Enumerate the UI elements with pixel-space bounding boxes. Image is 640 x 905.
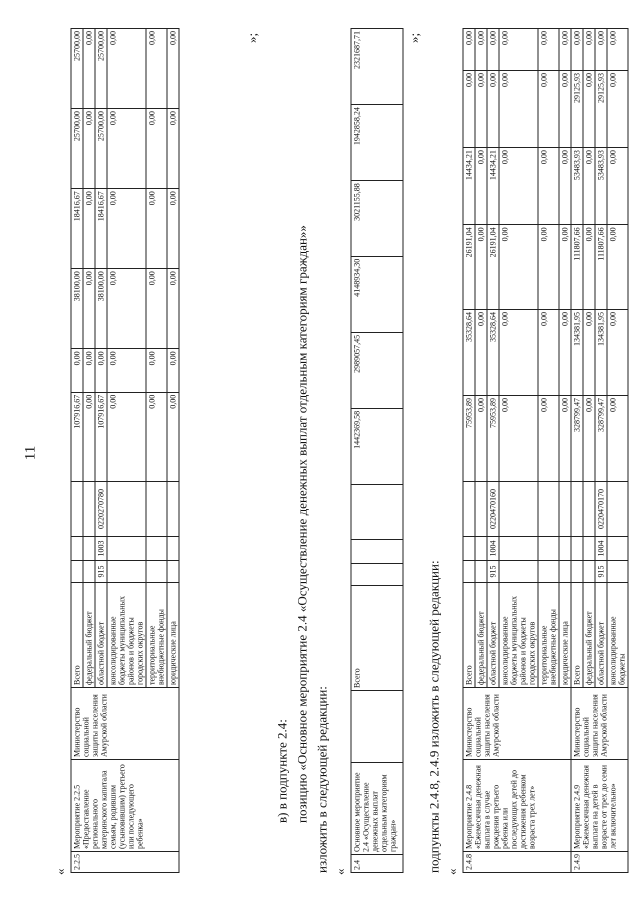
- value-cell: 0,00: [146, 28, 167, 108]
- value-cell: 0,00: [167, 188, 179, 268]
- source-cell: Всего: [571, 582, 583, 687]
- value-cell: 0,00: [607, 147, 628, 224]
- value-cell: 1442369,58: [351, 408, 403, 484]
- csr-cell: [83, 481, 95, 536]
- value-cell: 25700,00: [95, 28, 107, 108]
- value-cell: 0,00: [83, 268, 95, 348]
- value-cell: 29125,93: [595, 70, 607, 147]
- value-cell: 1942858,24: [351, 104, 403, 180]
- value-cell: 0,00: [583, 224, 595, 309]
- csr-cell: [475, 481, 487, 536]
- value-cell: 3021155,88: [351, 180, 403, 256]
- source-cell: областной бюджет: [95, 582, 107, 687]
- csr-cell: [571, 481, 583, 536]
- value-cell: 0,00: [107, 28, 146, 108]
- value-cell: 0,00: [499, 28, 538, 70]
- value-cell: 75953,89: [487, 395, 499, 481]
- csr-cell: [71, 481, 83, 536]
- source-cell: территориальные внебюджетные фонды: [146, 582, 167, 687]
- value-cell: 29125,93: [571, 70, 583, 147]
- value-cell: 0,00: [595, 28, 607, 70]
- value-cell: 0,00: [83, 108, 95, 188]
- value-cell: 0,00: [538, 395, 559, 481]
- rz-cell: [146, 536, 167, 560]
- value-cell: 0,00: [499, 70, 538, 147]
- value-cell: 0,00: [538, 147, 559, 224]
- value-cell: 0,00: [583, 309, 595, 395]
- value-cell: 0,00: [499, 395, 538, 481]
- value-cell: 75953,89: [463, 395, 475, 481]
- source-cell: консолидированные бюджеты муниципальных районов и бюджеты городских округов: [499, 582, 538, 687]
- value-cell: 26191,04: [487, 224, 499, 309]
- value-cell: 0,00: [583, 70, 595, 147]
- value-cell: 4148934,30: [351, 256, 403, 332]
- grbs-cell: 915: [595, 560, 607, 582]
- value-cell: 0,00: [559, 28, 571, 70]
- source-cell: консолидированные бюджеты: [607, 582, 628, 687]
- value-cell: 0,00: [559, 70, 571, 147]
- value-cell: 0,00: [167, 108, 179, 188]
- open-quote-2: «: [332, 868, 348, 875]
- value-cell: 53483,93: [595, 147, 607, 224]
- value-cell: 328799,47: [595, 395, 607, 481]
- csr-cell: 0220270780: [95, 481, 107, 536]
- row-code: 2.4.8: [463, 851, 571, 872]
- value-cell: 0,00: [607, 224, 628, 309]
- value-cell: 134381,95: [595, 309, 607, 395]
- value-cell: 0,00: [71, 348, 83, 391]
- value-cell: 0,00: [538, 28, 559, 70]
- measure-name: Основное мероприятие 2.4 «Осуществление денежных выплат отдельным категориям граждан»: [351, 762, 403, 854]
- grbs-cell: [475, 560, 487, 582]
- grbs-cell: [571, 560, 583, 582]
- source-cell: Всего: [463, 582, 475, 687]
- value-cell: 111807,66: [571, 224, 583, 309]
- value-cell: 25700,00: [71, 28, 83, 108]
- value-cell: 0,00: [487, 28, 499, 70]
- value-cell: 0,00: [559, 395, 571, 481]
- value-cell: 0,00: [475, 147, 487, 224]
- value-cell: 111807,66: [595, 224, 607, 309]
- grbs-cell: [463, 560, 475, 582]
- value-cell: 0,00: [538, 224, 559, 309]
- value-cell: 0,00: [559, 309, 571, 395]
- table-row: [351, 28, 403, 872]
- para-b3: изложить в следующей редакции:: [314, 685, 330, 873]
- source-cell: областной бюджет: [595, 582, 607, 687]
- value-cell: 0,00: [83, 392, 95, 481]
- csr-cell: 0220470170: [595, 481, 607, 536]
- grbs-cell: [559, 560, 571, 582]
- rz-cell: [583, 536, 595, 560]
- page-number: 11: [22, 445, 39, 460]
- rz-cell: 1004: [487, 536, 499, 560]
- csr-cell: [538, 481, 559, 536]
- value-cell: 0,00: [559, 147, 571, 224]
- executor-cell: Министерство социальной защиты населения Амурской области: [463, 687, 571, 759]
- value-cell: 0,00: [499, 224, 538, 309]
- table-row: [71, 28, 83, 872]
- close-quote-1: »;: [244, 32, 260, 43]
- table-2-4-8-9: [463, 28, 629, 873]
- value-cell: 0,00: [571, 28, 583, 70]
- rz-cell: [71, 536, 83, 560]
- value-cell: 0,00: [583, 395, 595, 481]
- value-cell: 35328,64: [463, 309, 475, 395]
- value-cell: 2989057,45: [351, 332, 403, 408]
- csr-cell: [607, 481, 628, 536]
- grbs-cell: [351, 563, 403, 585]
- executor-cell: Министерство социальной защиты населения Амурской области: [71, 687, 179, 759]
- source-cell: консолидированные бюджеты муниципальных районов и бюджеты городских округов: [107, 582, 146, 687]
- value-cell: 0,00: [538, 309, 559, 395]
- value-cell: 0,00: [607, 70, 628, 147]
- value-cell: 14434,21: [487, 147, 499, 224]
- rz-cell: [351, 539, 403, 563]
- value-cell: 0,00: [83, 348, 95, 391]
- rz-cell: 1003: [95, 536, 107, 560]
- value-cell: 0,00: [167, 392, 179, 481]
- value-cell: 0,00: [607, 28, 628, 70]
- table-row: [463, 28, 475, 872]
- value-cell: 2321687,71: [351, 28, 403, 104]
- csr-cell: [107, 481, 146, 536]
- rz-cell: [559, 536, 571, 560]
- source-cell: юридические лица: [559, 582, 571, 687]
- rz-cell: [83, 536, 95, 560]
- measure-name: Мероприятие 2.2.5 «Предоставление регионального материнского капитала семьям, родившим (усыновившим) третьего или последующего ребенка»: [71, 759, 179, 851]
- open-quote-3: «: [444, 868, 460, 875]
- rz-cell: 1004: [595, 536, 607, 560]
- measure-name: Мероприятие 2.4.8 «Ежемесячная денежная выплата в случае рождения третьего ребенка или последующих детей до достижения ребенком возраста трех лет»: [463, 759, 571, 851]
- rz-cell: [107, 536, 146, 560]
- para-c: подпункты 2.4.8, 2.4.9 изложить в следующей редакции:: [426, 559, 442, 873]
- rz-cell: [571, 536, 583, 560]
- grbs-cell: [499, 560, 538, 582]
- grbs-cell: [538, 560, 559, 582]
- value-cell: 0,00: [167, 348, 179, 391]
- grbs-cell: [83, 560, 95, 582]
- source-cell: федеральный бюджет: [583, 582, 595, 687]
- csr-cell: [463, 481, 475, 536]
- value-cell: 0,00: [146, 348, 167, 391]
- value-cell: 0,00: [463, 28, 475, 70]
- value-cell: 0,00: [146, 392, 167, 481]
- value-cell: 0,00: [538, 70, 559, 147]
- rz-cell: [607, 536, 628, 560]
- grbs-cell: 915: [95, 560, 107, 582]
- rotated-page: [13, 13, 628, 893]
- source-cell: юридические лица: [167, 582, 179, 687]
- value-cell: 0,00: [107, 392, 146, 481]
- source-cell: федеральный бюджет: [475, 582, 487, 687]
- row-code: 2.4: [351, 854, 403, 872]
- value-cell: 18416,67: [95, 188, 107, 268]
- value-cell: 0,00: [475, 70, 487, 147]
- grbs-cell: [146, 560, 167, 582]
- value-cell: 0,00: [95, 348, 107, 391]
- source-cell: территориальные внебюджетные фонды: [538, 582, 559, 687]
- csr-cell: [583, 481, 595, 536]
- source-cell: Всего: [351, 585, 403, 690]
- grbs-cell: [607, 560, 628, 582]
- grbs-cell: [71, 560, 83, 582]
- value-cell: 0,00: [475, 309, 487, 395]
- value-cell: 0,00: [83, 188, 95, 268]
- value-cell: 0,00: [83, 28, 95, 108]
- rz-cell: [463, 536, 475, 560]
- value-cell: 35328,64: [487, 309, 499, 395]
- value-cell: 0,00: [607, 395, 628, 481]
- executor-cell: Министерство социальной защиты населения Амурской области: [571, 687, 628, 759]
- value-cell: 0,00: [146, 268, 167, 348]
- value-cell: 18416,67: [71, 188, 83, 268]
- value-cell: 0,00: [583, 147, 595, 224]
- close-quote-2: »;: [406, 32, 422, 43]
- csr-cell: [499, 481, 538, 536]
- grbs-cell: [167, 560, 179, 582]
- value-cell: 25700,00: [71, 108, 83, 188]
- table-2-4: [351, 28, 404, 873]
- csr-cell: [559, 481, 571, 536]
- rz-cell: [499, 536, 538, 560]
- value-cell: 0,00: [499, 147, 538, 224]
- csr-cell: [351, 484, 403, 539]
- table-2-2-5: [71, 28, 180, 873]
- value-cell: 26191,04: [463, 224, 475, 309]
- value-cell: 0,00: [499, 309, 538, 395]
- value-cell: 0,00: [475, 28, 487, 70]
- value-cell: 53483,93: [571, 147, 583, 224]
- value-cell: 38100,00: [71, 268, 83, 348]
- row-code: 2.2.5: [71, 851, 179, 872]
- value-cell: 0,00: [167, 28, 179, 108]
- value-cell: 0,00: [475, 224, 487, 309]
- value-cell: 0,00: [107, 268, 146, 348]
- value-cell: 25700,00: [95, 108, 107, 188]
- row-code: 2.4.9: [571, 851, 628, 872]
- value-cell: 134381,95: [571, 309, 583, 395]
- value-cell: 0,00: [487, 70, 499, 147]
- executor-cell: [351, 690, 403, 762]
- value-cell: 0,00: [107, 188, 146, 268]
- value-cell: 0,00: [607, 309, 628, 395]
- value-cell: 0,00: [146, 108, 167, 188]
- value-cell: 328799,47: [571, 395, 583, 481]
- open-quote-1: «: [52, 868, 68, 875]
- value-cell: 0,00: [559, 224, 571, 309]
- rz-cell: [538, 536, 559, 560]
- value-cell: 0,00: [107, 108, 146, 188]
- rz-cell: [475, 536, 487, 560]
- csr-cell: [146, 481, 167, 536]
- para-b: в) в подпункте 2.4:: [274, 718, 290, 823]
- table-row: [571, 28, 583, 872]
- rz-cell: [167, 536, 179, 560]
- measure-name: Мероприятие 2.4.9 «Ежемесячная денежная выплата на детей в возрасте от трех до семи лет включительно»: [571, 759, 628, 851]
- value-cell: 107916,67: [71, 392, 83, 481]
- value-cell: 0,00: [475, 395, 487, 481]
- value-cell: 0,00: [583, 28, 595, 70]
- grbs-cell: 915: [487, 560, 499, 582]
- value-cell: 0,00: [463, 70, 475, 147]
- grbs-cell: [107, 560, 146, 582]
- value-cell: 107916,67: [95, 392, 107, 481]
- para-b2: позицию «Основное мероприятие 2.4 «Осуществление денежных выплат отдельным категориям граждан»»: [294, 224, 310, 823]
- source-cell: Всего: [71, 582, 83, 687]
- value-cell: 14434,21: [463, 147, 475, 224]
- csr-cell: [167, 481, 179, 536]
- value-cell: 0,00: [107, 348, 146, 391]
- value-cell: 38100,00: [95, 268, 107, 348]
- csr-cell: 0220470160: [487, 481, 499, 536]
- value-cell: 0,00: [167, 268, 179, 348]
- source-cell: федеральный бюджет: [83, 582, 95, 687]
- source-cell: областной бюджет: [487, 582, 499, 687]
- value-cell: 0,00: [146, 188, 167, 268]
- grbs-cell: [583, 560, 595, 582]
